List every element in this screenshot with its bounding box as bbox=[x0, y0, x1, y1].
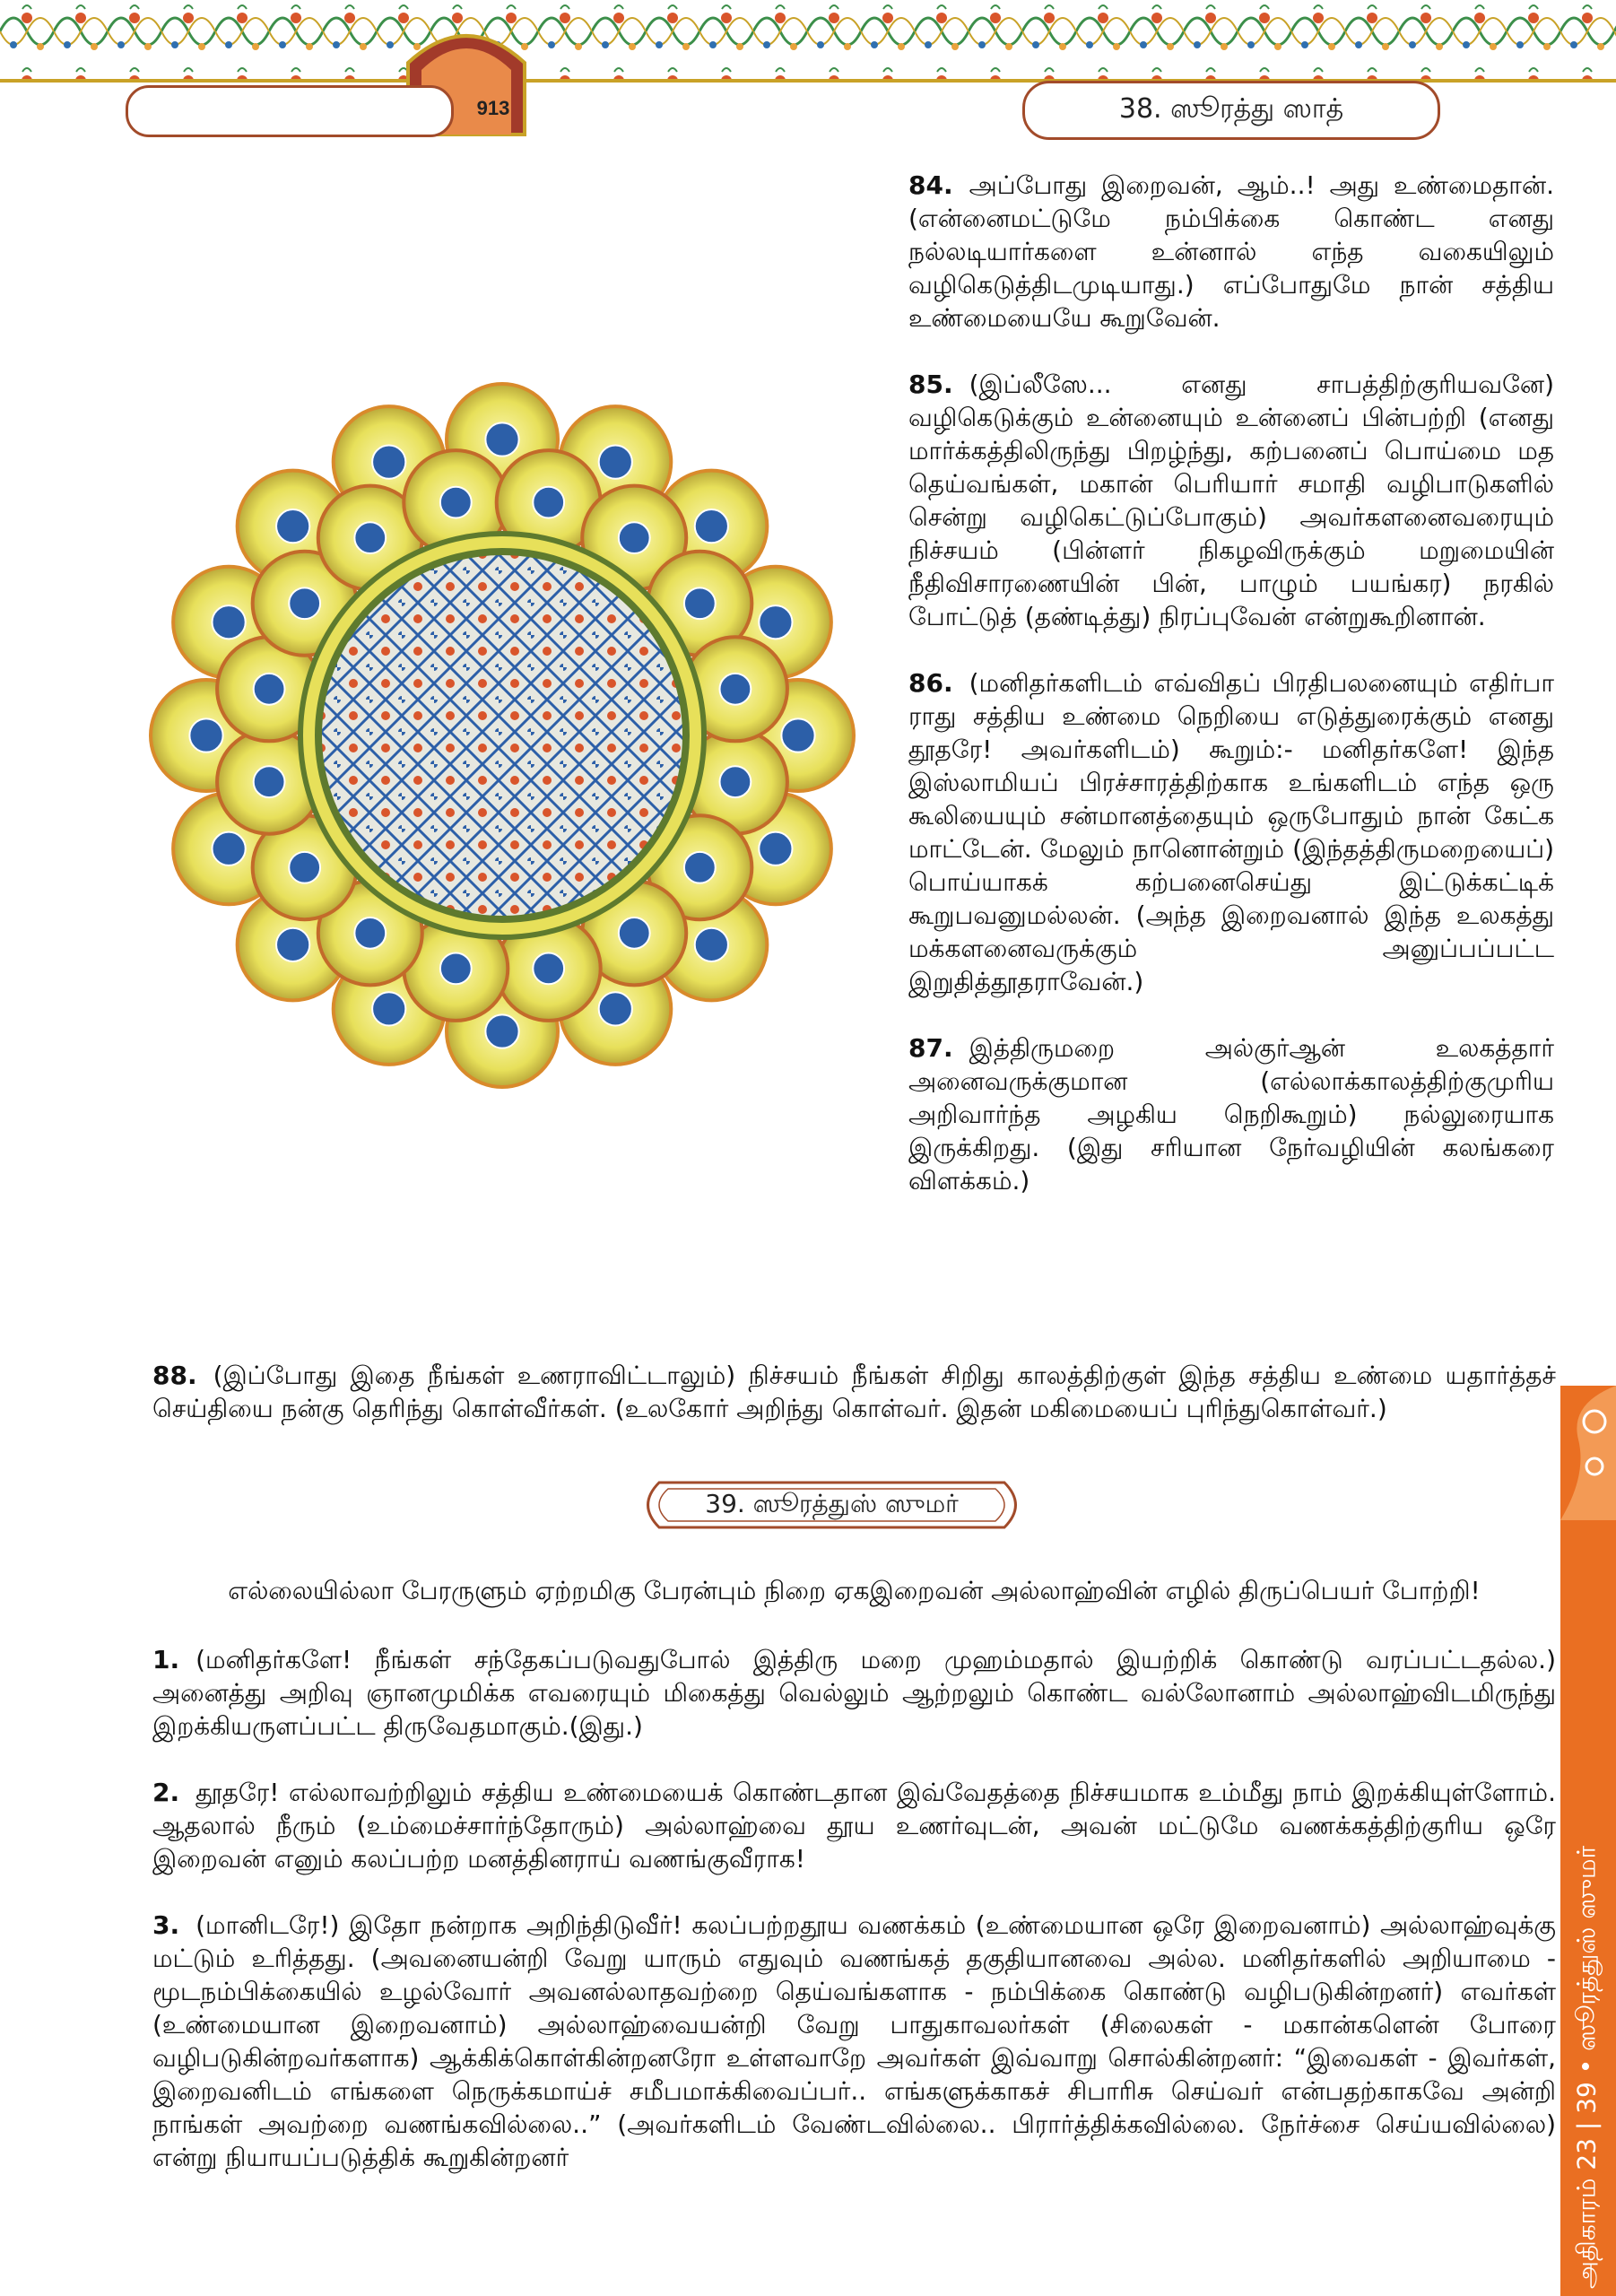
verses-right-column bbox=[908, 169, 1554, 1231]
surah-heading-text: 39. ஸூரத்துஸ் ஸுமர் bbox=[705, 1488, 959, 1518]
verse-84: 84. அப்போது இறைவன், ஆம்..! அது உண்மைதான். (என்னைமட்டுமே நம்பிக்கை கொண்ட எனது நல்லடியார்களை உன்னால் எந்த வகையிலும் வழிகெடுத்திடமுடியாது.) எப்போதுமே நான் சத்திய உண்மையையே கூறுவேன். bbox=[908, 170, 1554, 333]
side-tab-ornament bbox=[1560, 1386, 1616, 1520]
page-number: 913 bbox=[476, 97, 510, 119]
surah-heading bbox=[632, 1478, 1031, 1532]
verses-full-width bbox=[152, 1643, 1556, 2207]
verse-1: 1. (மனிதர்களே! நீங்கள் சந்தேகப்படுவதுபோல் இத்திரு மறை முஹம்மதால் இயற்றிக் கொண்டு வரப்பட்டதல்ல.) அனைத்து அறிவு ஞானமுமிக்க எவரையும் மிகைத்து வெல்லும் ஆற்றலும் கொண்ட வல்லோனாம் அல்லாஹ்விடமிருந்து இறக்கியருளப்பட்ட திருவேதமாகும்.(இது.) bbox=[152, 1645, 1556, 1741]
verse-87: 87. இத்திருமறை அல்குர்ஆன் உலகத்தார் அனைவருக்குமான (எல்லாக்காலத்திற்குமுரிய அறிவார்ந்த அழகிய நெறிகூறும்) நல்லுரையாக இருக்கிறது. (இது சரியான நேர்வழியின் கலங்கரை விளக்கம்.) bbox=[908, 1033, 1554, 1196]
verse-2: 2. தூதரே! எல்லாவற்றிலும் சத்திய உண்மையைக் கொண்டதான இவ்வேதத்தை நிச்சயமாக உம்மீது நாம் இறக்கியுள்ளோம். ஆதலால் நீரும் (உம்மைச்சார்ந்தோரும்) அல்லாஹ்வை தூய உணர்வுடன், அவன் மட்டுமே வணக்கத்திற்குரிய ஒரே இறைவன் எனும் கலப்பற்ற மனத்தினராய் வணங்குவீராக! bbox=[152, 1778, 1556, 1874]
verse-86: 86. (மனிதர்களிடம் எவ்விதப் பிரதிபலனையும் எதிர்பா ராது சத்திய உண்மை நெறியை எடுத்துரைக்கும் எனது தூதரே! அவர்களிடம்) கூறும்:- மனிதர்களே! இந்த இஸ்லாமியப் பிரச்சாரத்திற்காக உங்களிடம் எந்த ஒரு கூலியையும் சன்மானத்தையும் ஒருபோதும் நான் கேட்க மாட்டேன். மேலும் நானொன்றும் (இந்தத்திருமறையைப்) பொய்யாகக் கற்பனைசெய்து இட்டுக்கட்டிக் கூறுபவனுமல்லன். (அந்த இறைவனால் இந்த உலகத்து மக்களனைவருக்கும் அனுப்பப்பட்ட இறுதித்தூதராவேன்.) bbox=[908, 668, 1554, 996]
verse-85: 85. (இப்லீஸே... எனது சாபத்திற்குரியவனே) வழிகெடுக்கும் உன்னையும் உன்னைப் பின்பற்றி (எனது மார்க்கத்திலிருந்து பிறழ்ந்து, கற்பனைப் பொய்மை மத தெய்வங்கள், மகான் பெரியார் சமாதி வழிபாடுகளில் சென்று வழிகெட்டுப்போகும்) அவர்களனைவரையும் நிச்சயம் (பின்ளர் நிகழவிருக்கும் மறுமையின் நீதிவிசாரணையின் பின், பாழும் பயங்கர) நரகில் போட்டுத் (தண்டித்து) நிரப்புவேன் என்றுகூறினான். bbox=[908, 370, 1554, 631]
verse-3: 3. (மானிடரே!) இதோ நன்றாக அறிந்திடுவீர்! கலப்பற்றதூய வணக்கம் (உண்மையான ஒரே இறைவனாம்) அல்லாஹ்வுக்கு மட்டும் உரித்தது. (அவனையன்றி வேறு யாரும் எதுவும் வணங்கத் தகுதியானவை அல்ல. மனிதர்களில் அறியாமை - மூடநம்பிக்கையில் உழல்வோர் அவனல்லாதவற்றை தெய்வங்களாக - நம்பிக்கை கொண்டு வழிபடுகின்றனர்) எவர்கள் (உண்மையான இறைவனாம்) அல்லாஹ்வையன்றி வேறு பாதுகாவலர்கள் (சிலைகள் - மகான்களென் போரை வழிபடுகின்றவர்களாக) ஆக்கிக்கொள்கின்றனரோ உள்ளவாறே அவர்கள் இவ்வாறு சொல்கின்றனர்: “இவைகள் - இவர்கள், இறைவனிடம் எங்களை நெருக்கமாய்ச் சமீபமாக்கிவைப்பர்.. எங்களுக்காகச் சிபாரிசு செய்வர் என்பதற்காகவே அன்றி நாங்கள் அவற்றை வணங்கவில்லை..” (அவர்களிடம் வேண்டவில்லை.. பிரார்த்திக்கவில்லை. நேர்ச்சை செய்யவில்லை) என்று நியாயப்படுத்திக் கூறுகின்றனர் bbox=[152, 1910, 1556, 2172]
side-tab-label: அதிகாரம் 23 | 39 • ஸூரத்துஸ் ஸுமர் bbox=[1571, 1845, 1602, 2290]
bismillah: எல்லையில்லா பேரருளும் ஏற்றமிகு பேரன்பும் நிறை ஏகஇறைவன் அல்லாஹ்வின் எழில் திருப்பெயர் போற்றி! bbox=[228, 1576, 1481, 1605]
mandala-ornament bbox=[143, 377, 861, 1094]
verse-88: 88. (இப்போது இதை நீங்கள் உணராவிட்டாலும்) நிச்சயம் நீங்கள் சிறிது காலத்திற்குள் இந்த சத்திய உண்மை யதார்த்தச் செய்தியை நன்கு தெரிந்து கொள்வீர்கள். (உலகோர் அறிந்து கொள்வர். இதன் மகிமையைப் புரிந்துகொள்வர்.) bbox=[152, 1361, 1556, 1423]
chapter-title: 38. ஸூரத்து ஸாத் bbox=[1022, 81, 1440, 140]
header-left-scroll bbox=[126, 85, 454, 137]
verse-88-block bbox=[152, 1359, 1556, 1458]
